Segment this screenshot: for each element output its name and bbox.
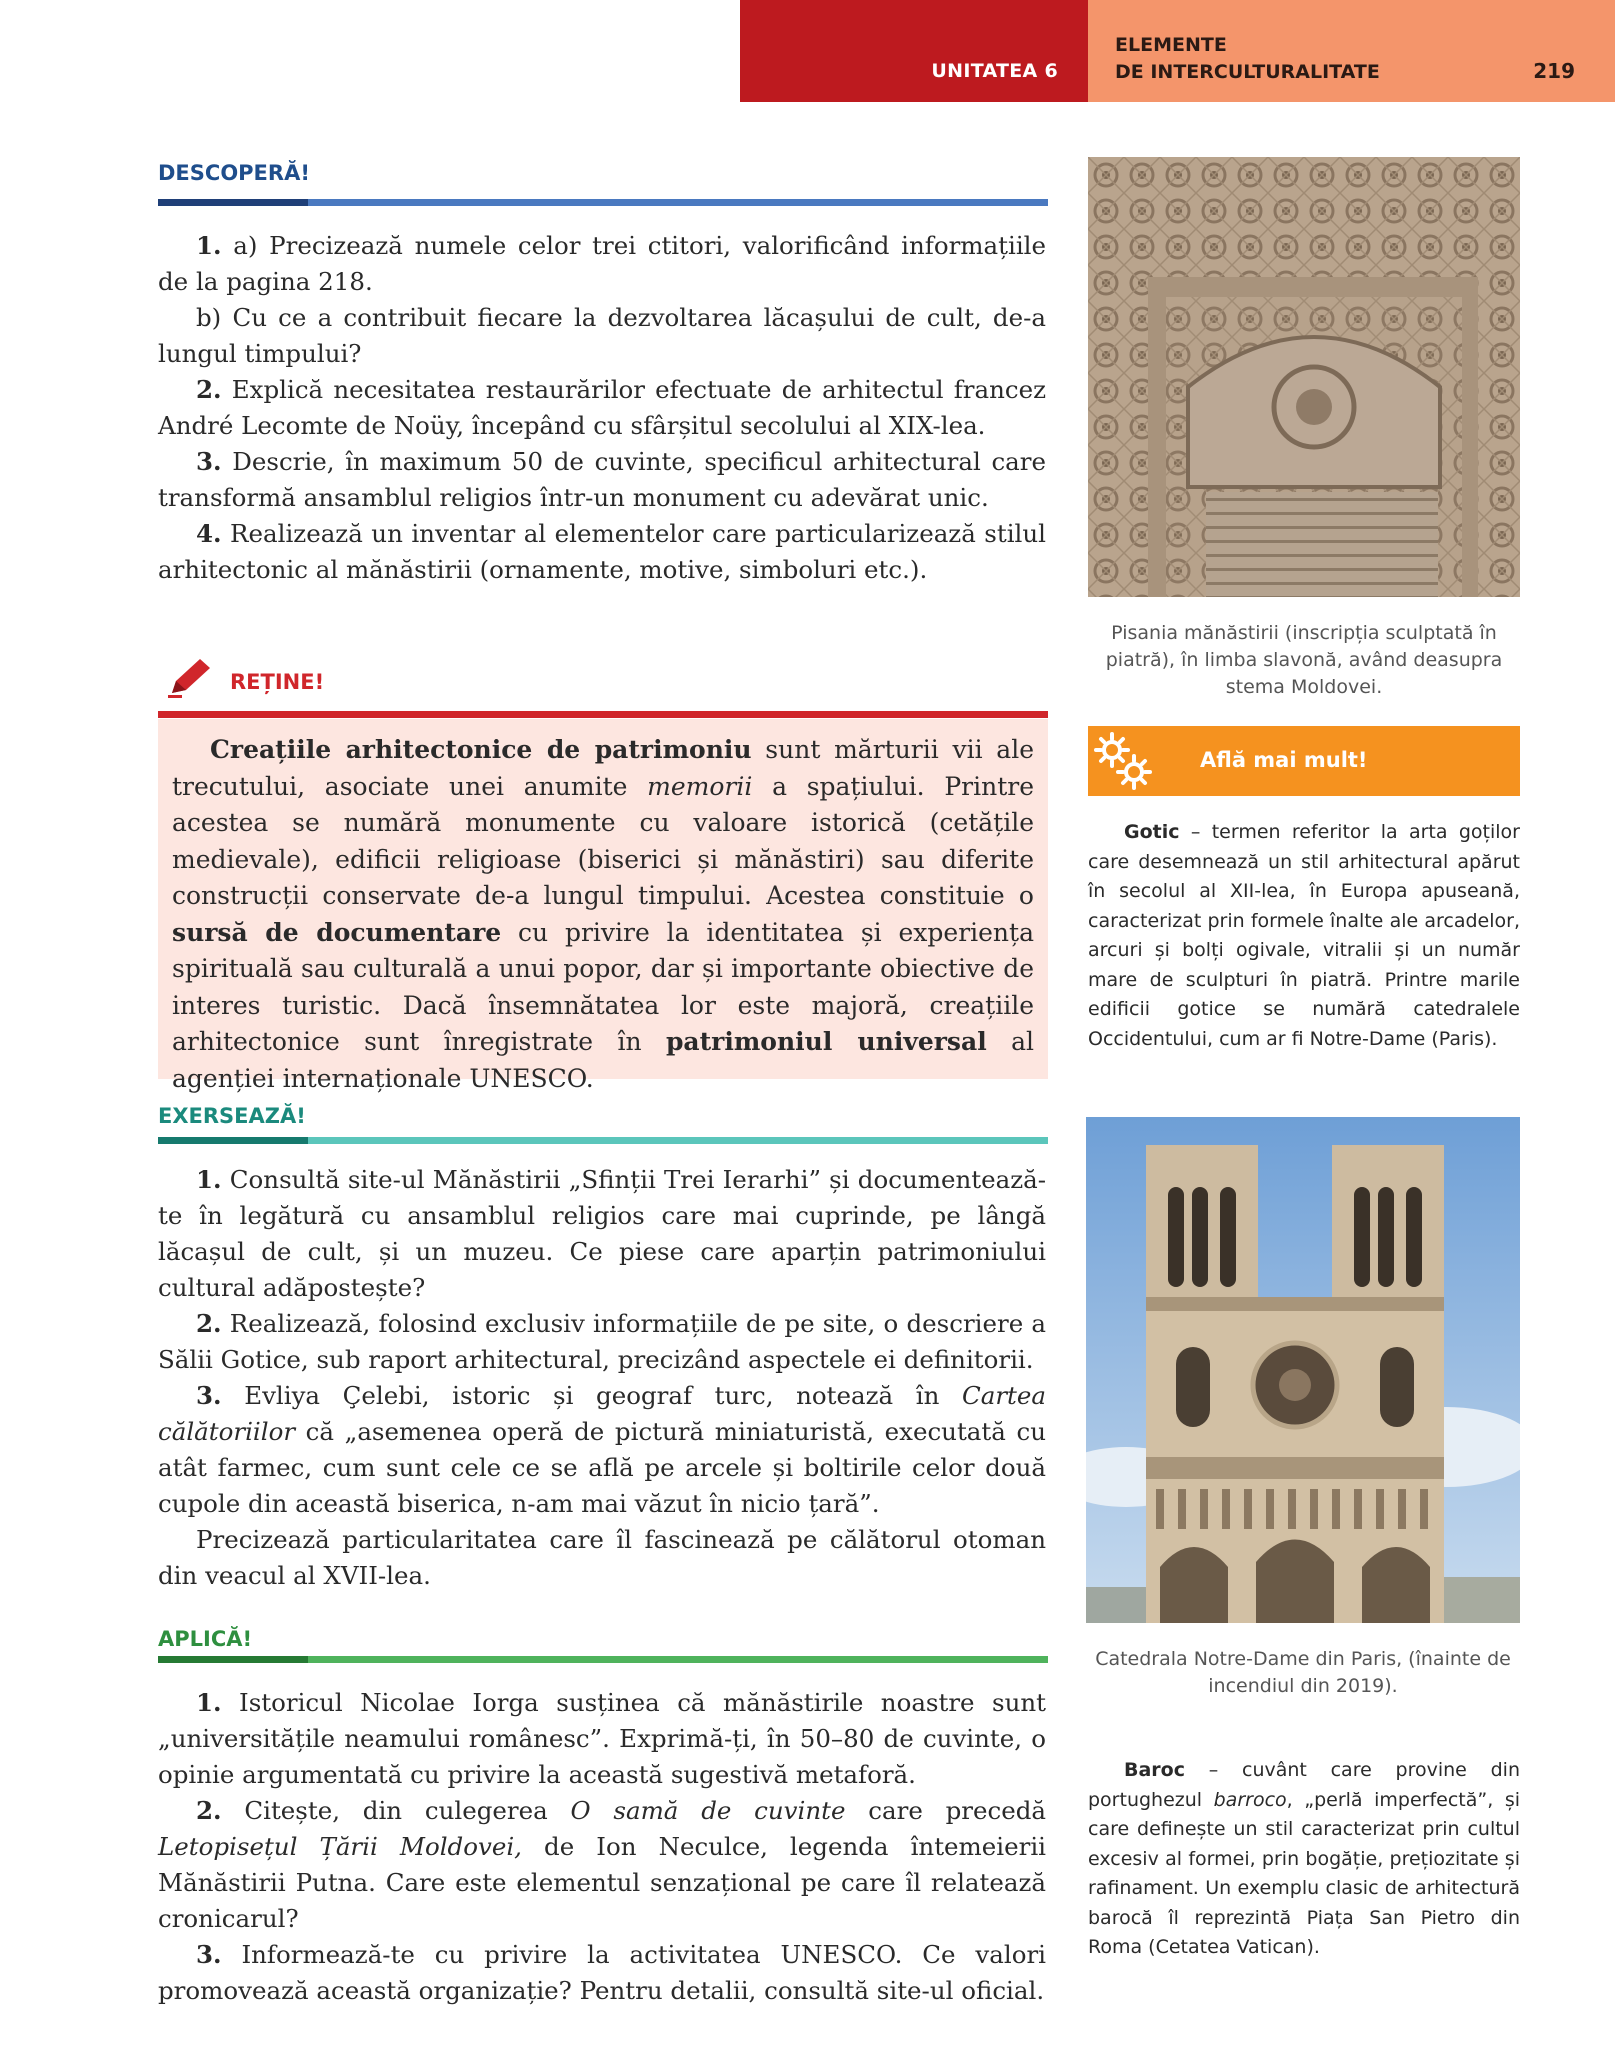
list-item: 3. Descrie, în maximum 50 de cuvinte, specificul arhitectural care transformă ansamblul religios într-un monument cu adevărat unic. xyxy=(158,447,1046,512)
list-item: 4. Realizează un inventar al elementelor care particularizează stilul arhitectonic al mănăstirii (ornamente, motive, simboluri etc.). xyxy=(158,519,1046,584)
list-item: 3. Evliya Çelebi, istoric și geograf turc, notează în Cartea călătoriilor că „asemenea operă de pictură miniaturistă, executată cu atât farmec, cum sunt cele ce se află pe arcele și boltirile celor două cupole din această biserica, n-am mai văzut în nicio țară”. xyxy=(158,1381,1046,1518)
retine-text: Creațiile arhitectonice de patrimoniu sunt mărturii vii ale trecutului, asociate unei anumite memorii a spațiului. Printre acestea se numără monumente cu valoare istorică (cetățile medievale), edificii religioase (biserici și mănăstiri) sau diferite construcții conservate de-a lungul timpului. Acestea constituie o sursă de documentare cu privire la identitatea și experiența spirituală sau culturală a unui popor, dar și importante obiective de interes turistic. Dacă însemnătatea lor este majoră, creațiile arhitectonice sunt înregistrate în patrimoniul universal al agenției internaționale UNESCO. xyxy=(172,735,1034,1093)
notre-dame-photo xyxy=(1086,1117,1520,1623)
gears-icon xyxy=(1088,726,1158,796)
list-item: 3. Informează-te cu privire la activitatea UNESCO. Ce valori promovează această organizație? Pentru detalii, consultă site-ul oficial. xyxy=(158,1940,1046,2005)
afla-mai-mult-label: Află mai mult! xyxy=(1200,748,1368,772)
pisania-caption: Pisania mănăstirii (inscripția sculptată în piatră), în limba slavonă, având deasupra stema Moldovei. xyxy=(1105,622,1503,698)
list-item: 2. Citește, din culegerea O samă de cuvinte care precedă Letopisețul Țării Moldovei, de Ion Neculce, legenda întemeierii Mănăstirii Putna. Care este elementul senzațional pe care îl relatează cronicarul? xyxy=(158,1796,1047,1933)
gotic-definition: Gotic – termen referitor la arta goților care desemnează un stil arhitectural apărut în secolul al XII-lea, în Europa apuseană, caracterizat prin formele înalte ale arcadelor, arcuri și bolți ogivale, vitralii și un număr mare de sculpturi în piatră. Printre marile edificii gotice se numără catedralele Occidentului, cum ar fi Notre-Dame (Paris). xyxy=(1088,821,1520,1050)
list-item: 1. Consultă site-ul Mănăstirii „Sfinții Trei Ierarhi” și documentează-te în legătură cu ansamblul religios care mai cuprinde, pe lângă lăcașul de cult, și un muzeu. Ce piese care aparțin patrimoniului cultural adăpostește? xyxy=(158,1165,1046,1302)
aplica-rule xyxy=(158,1656,1048,1663)
list-item: 2. Realizează, folosind exclusiv informațiile de pe site, o descriere a Sălii Gotice, sub raport arhitectural, precizând aspectele ei definitorii. xyxy=(158,1309,1046,1374)
list-item: 2. Explică necesitatea restaurărilor efectuate de arhitectul francez André Lecomte de Noüy, începând cu sfârșitul secolului al XIX-lea. xyxy=(158,375,1046,440)
header-unit-band xyxy=(740,0,1088,102)
exerseaza-heading: EXERSEAZĂ! xyxy=(158,1104,306,1128)
header-section-band xyxy=(1088,0,1615,102)
retine-rule xyxy=(158,711,1048,718)
header-unit-label: UNITATEA 6 xyxy=(931,60,1058,82)
baroc-definition: Baroc – cuvânt care provine din portughezul barroco, „perlă imperfectă”, și care definește un stil caracterizat prin cultul excesiv al formei, prin bogăție, prețiozitate și rafinament. Un exemplu clasic de arhitectură barocă îl reprezintă Piața San Pietro din Roma (Cetatea Vatican). xyxy=(1088,1759,1520,1958)
list-item: b) Cu ce a contribuit fiecare la dezvoltarea lăcașului de cult, de-a lungul timpului? xyxy=(158,303,1046,368)
descopera-list xyxy=(158,228,1046,588)
exerseaza-list xyxy=(158,1162,1046,1594)
pisania-photo xyxy=(1088,157,1520,597)
pencil-icon xyxy=(166,655,214,699)
afla-mai-mult-banner xyxy=(1088,726,1520,796)
list-item: Precizează particularitatea care îl fascinează pe călătorul otoman din veacul al XVII-lea. xyxy=(158,1525,1046,1590)
retine-heading: REȚINE! xyxy=(230,670,325,694)
header-section-title: ELEMENTE DE INTERCULTURALITATE xyxy=(1115,34,1380,83)
exerseaza-rule xyxy=(158,1137,1048,1144)
descopera-heading: DESCOPERĂ! xyxy=(158,161,310,185)
notre-dame-caption: Catedrala Notre-Dame din Paris, (înainte de incendiul din 2019). xyxy=(1095,1648,1511,1697)
aplica-list xyxy=(158,1685,1046,2009)
aplica-heading: APLICĂ! xyxy=(158,1627,253,1651)
list-item: 1. Istoricul Nicolae Iorga susținea că mănăstirile noastre sunt „universitățile neamului românesc”. Exprimă-ți, în 50–80 de cuvinte, o opinie argumentată cu privire la această sugestivă metaforă. xyxy=(158,1688,1046,1789)
list-item: 1. a) Precizează numele celor trei ctitori, valorificând informațiile de la pagina 218. xyxy=(158,231,1046,296)
page-number: 219 xyxy=(1533,59,1575,83)
descopera-rule xyxy=(158,199,1048,206)
